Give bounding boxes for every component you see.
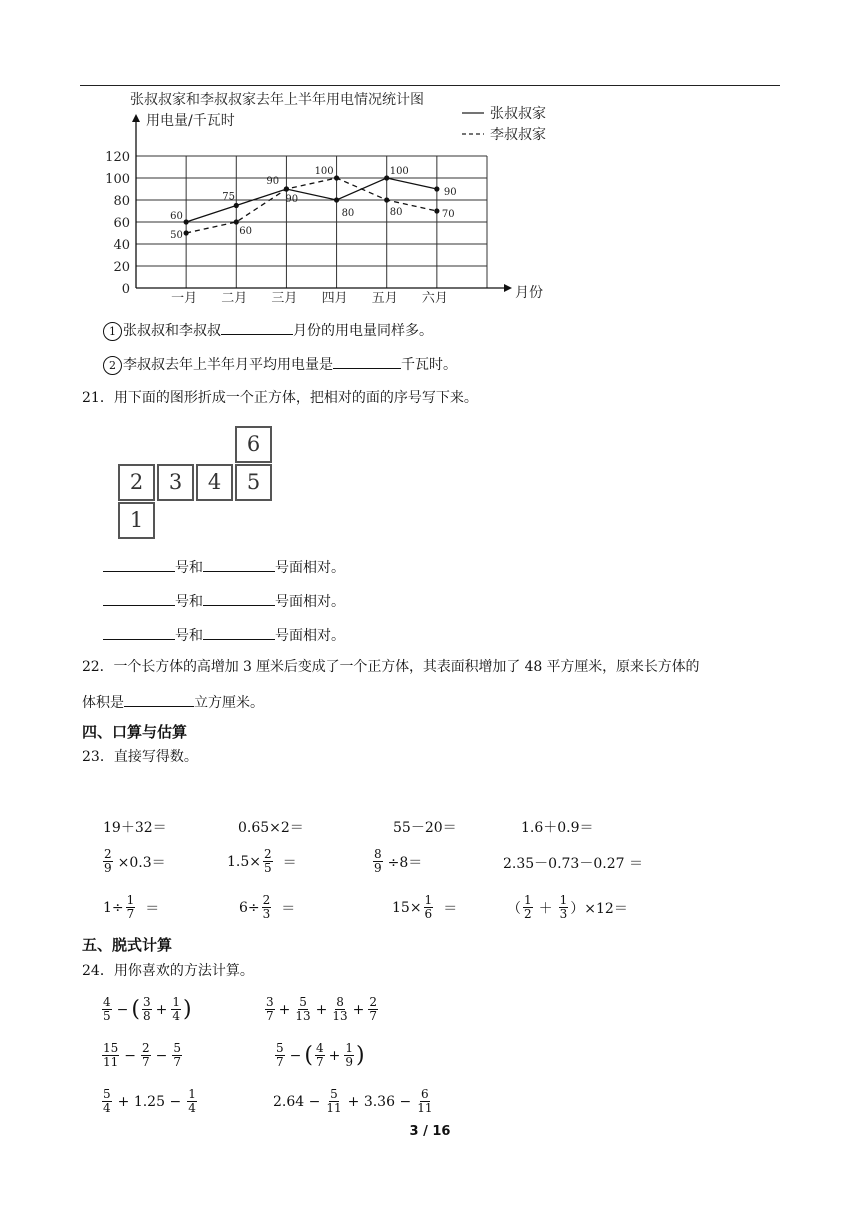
y-tick-label: 100 <box>105 172 130 187</box>
fraction: $\frac{1}{2}$ <box>524 893 532 921</box>
calc-item: $\frac{2}{9}$ ×0.3＝ <box>104 847 166 875</box>
cube-net-cell: 2 <box>118 464 155 501</box>
calc-item: $\frac{8}{9}$ ÷8＝ <box>374 847 423 875</box>
x-axis-arrow <box>504 284 512 292</box>
cube-net-cell: 1 <box>118 502 155 539</box>
x-tick-label: 五月 <box>371 291 398 306</box>
q22-line1: 22．一个长方体的高增加 3 厘米后变成了一个正方体，其表面积增加了 48 平方厘米，原来长方体的 <box>82 659 700 675</box>
data-label: 70 <box>441 209 455 220</box>
q20-sub2-text-a: 李叔叔去年上半年月平均用电量是 <box>123 357 333 373</box>
expression-2: $\frac{3}{7}$ + $\frac{5}{13}$ + $\frac{8}{13}$ + $\frac{2}{7}$ <box>266 995 378 1023</box>
x-tick-label: 二月 <box>221 291 248 306</box>
fraction: $\frac{2}{5}$ <box>264 847 272 875</box>
fraction: $\frac{2}{9}$ <box>104 847 112 875</box>
answer-blank[interactable] <box>203 556 275 572</box>
answer-blank[interactable] <box>103 590 175 606</box>
cube-net-cell: 4 <box>196 464 233 501</box>
fraction: $\frac{8}{9}$ <box>374 847 382 875</box>
data-label: 60 <box>239 226 253 237</box>
calc-item: 1.5× $\frac{2}{5}$ ＝ <box>227 847 297 875</box>
expression-4: $\frac{5}{7}$ − ( $\frac{4}{7}$ + $\frac{1}{9}$ ) <box>276 1041 365 1069</box>
y-tick-label: 60 <box>113 216 130 231</box>
answer-blank[interactable] <box>333 353 401 369</box>
data-point <box>434 186 439 191</box>
q21-text-a: 号和 <box>175 594 203 610</box>
data-point <box>184 219 189 224</box>
data-point <box>384 197 389 202</box>
q21-text-a: 号和 <box>175 560 203 576</box>
chart-ylabel: 用电量/千瓦时 <box>146 113 235 129</box>
page-number: 3 / 16 <box>409 1124 451 1139</box>
answer-blank[interactable] <box>221 319 293 335</box>
data-point <box>384 175 389 180</box>
calc-item: 19＋32＝ <box>103 820 167 836</box>
q21-answer-row <box>103 556 345 578</box>
y-tick-label: 120 <box>105 150 130 165</box>
line-chart <box>0 86 860 310</box>
calc-item: 15× $\frac{1}{6}$ ＝ <box>392 893 458 921</box>
data-label: 100 <box>314 166 334 177</box>
y-tick-label: 80 <box>113 194 130 209</box>
cube-net-cell: 6 <box>235 426 272 463</box>
expression-6: 2.64 − $\frac{5}{11}$ + 3.36 − $\frac{6}{11}$ <box>273 1087 433 1115</box>
q23-prompt: 23．直接写得数。 <box>82 749 198 765</box>
fraction: $\frac{1}{6}$ <box>424 893 433 921</box>
q21-answer-row <box>103 590 345 612</box>
section-heading: 四、口算与估算 <box>82 723 188 741</box>
calc-item: 1÷ $\frac{1}{7}$ ＝ <box>103 893 160 921</box>
q24-prompt: 24．用你喜欢的方法计算。 <box>82 963 254 979</box>
q20-sub2-text-b: 千瓦时。 <box>401 357 457 373</box>
q20-sub1 <box>103 319 433 341</box>
data-point <box>334 175 339 180</box>
q21-text-b: 号面相对。 <box>275 560 345 576</box>
answer-blank[interactable] <box>124 691 194 707</box>
series-line-li <box>186 178 437 233</box>
data-point <box>334 197 339 202</box>
answer-blank[interactable] <box>103 624 175 640</box>
expression-1: $\frac{4}{5}$ − ( $\frac{3}{8}$ + $\frac{1}{4}$ ) <box>103 995 192 1023</box>
x-tick-label: 四月 <box>321 291 348 306</box>
chart-xlabel: 月份 <box>515 285 543 301</box>
legend-label-li: 李叔叔家 <box>490 127 546 143</box>
q21-text-a: 号和 <box>175 628 203 644</box>
section-heading: 五、脱式计算 <box>82 936 173 954</box>
x-tick-label: 六月 <box>421 291 448 306</box>
data-label: 50 <box>170 230 183 241</box>
x-tick-label: 三月 <box>271 291 298 306</box>
chart-title: 张叔叔家和李叔叔家去年上半年用电情况统计图 <box>130 92 424 108</box>
q21-answer-row <box>103 624 345 646</box>
data-label: 100 <box>389 166 409 177</box>
cube-net-cell: 5 <box>235 464 272 501</box>
calc-item: （ $\frac{1}{2}$ ＋ $\frac{1}{3}$ ）×12＝ <box>507 893 628 921</box>
circled-number: 2 <box>103 356 122 375</box>
q21-text-b: 号面相对。 <box>275 628 345 644</box>
data-label: 60 <box>170 211 183 222</box>
x-tick-label: 一月 <box>171 291 198 306</box>
data-label: 90 <box>266 176 280 187</box>
q22-text-b: 立方厘米。 <box>194 695 264 711</box>
circled-number: 1 <box>103 322 122 341</box>
data-label: 90 <box>285 194 299 205</box>
calc-item: 0.65×2＝ <box>238 820 304 836</box>
calc-item: 2.35－0.73－0.27 ＝ <box>503 856 643 872</box>
data-point <box>434 208 439 213</box>
fraction: $\frac{1}{3}$ <box>559 893 568 921</box>
y-tick-label: 20 <box>113 260 130 275</box>
data-label: 80 <box>389 207 403 218</box>
q20-sub1-text-a: 张叔叔和李叔叔 <box>123 323 221 339</box>
q21-prompt: 21．用下面的图形折成一个正方体，把相对的面的序号写下来。 <box>82 390 478 406</box>
y-tick-label: 40 <box>113 238 130 253</box>
q20-sub2 <box>103 353 457 375</box>
fraction: $\frac{2}{3}$ <box>262 893 271 921</box>
expression-3: $\frac{15}{11}$ − $\frac{2}{7}$ − $\frac{5}{7}$ <box>103 1041 182 1069</box>
legend-label-zhang: 张叔叔家 <box>490 106 546 122</box>
q21-text-b: 号面相对。 <box>275 594 345 610</box>
cube-net-cell: 3 <box>157 464 194 501</box>
calc-item: 6÷ $\frac{2}{3}$ ＝ <box>239 893 296 921</box>
answer-blank[interactable] <box>103 556 175 572</box>
data-point <box>184 230 189 235</box>
answer-blank[interactable] <box>203 624 275 640</box>
data-point <box>234 203 239 208</box>
y-axis-arrow <box>132 114 140 122</box>
data-point <box>284 186 289 191</box>
q22-text-a: 体积是 <box>82 695 124 711</box>
data-label: 90 <box>443 187 457 198</box>
data-label: 75 <box>222 191 236 203</box>
data-label: 80 <box>341 208 355 219</box>
calc-item: 1.6＋0.9＝ <box>521 820 594 836</box>
calc-item: 55－20＝ <box>393 820 457 836</box>
answer-blank[interactable] <box>203 590 275 606</box>
data-point <box>234 219 239 224</box>
expression-5: $\frac{5}{4}$ + 1.25 − $\frac{1}{4}$ <box>103 1087 196 1115</box>
y-tick-label: 0 <box>121 282 130 297</box>
q22-line2 <box>82 691 264 713</box>
fraction: $\frac{1}{7}$ <box>126 893 135 921</box>
q20-sub1-text-b: 月份的用电量同样多。 <box>293 323 433 339</box>
